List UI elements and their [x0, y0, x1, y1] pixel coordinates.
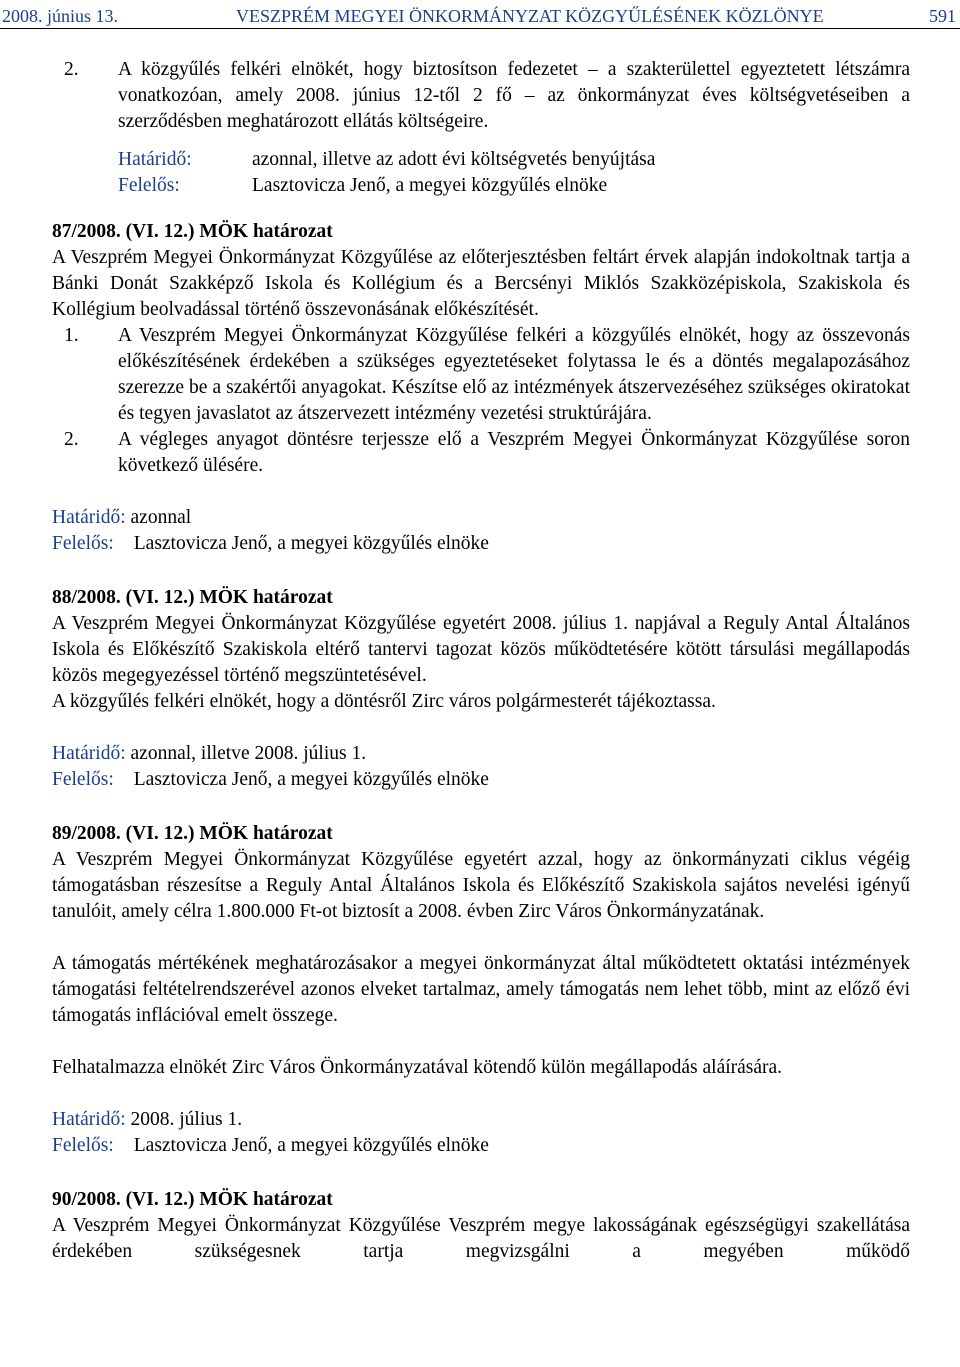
resolution-87-responsible-row [52, 531, 910, 557]
resolution-89-body3: Felhatalmazza elnökét Zirc Város Önkormányzatával kötendő külön megállapodás aláírására. [52, 1057, 783, 1078]
deadline-value: azonnal [130, 507, 192, 528]
resolution-90-title: 90/2008. (VI. 12.) MÖK határozat [52, 1189, 333, 1210]
item-number: 2. [64, 429, 79, 450]
intro-item-number: 2. [64, 59, 79, 80]
deadline-label: Határidő: [52, 1109, 126, 1130]
resolution-88-deadline-row [52, 741, 910, 767]
intro-responsible-value: Lasztovicza Jenő, a megyei közgyűlés elnöke [252, 175, 608, 196]
resolution-87-body: A Veszprém Megyei Önkormányzat Közgyűlése az előterjesztésben feltárt érvek alapján indokoltnak tartja a Bánki Donát Szakképző Iskola és Kollégium és a Bercsényi Miklós Szakközépiskola, Szakiskola és Kollégium beolvadással történő összevonásának előkészítését. [52, 247, 910, 320]
responsible-value: Lasztovicza Jenő, a megyei közgyűlés elnöke [133, 1135, 489, 1156]
intro-item [52, 57, 910, 135]
header-title: VESZPRÉM MEGYEI ÖNKORMÁNYZAT KÖZGYŰLÉSÉNEK KÖZLÖNYE [236, 6, 824, 26]
resolution-88-body2: A közgyűlés felkéri elnökét, hogy a döntésről Zirc város polgármesterét tájékoztassa. [52, 691, 716, 712]
resolution-87-title: 87/2008. (VI. 12.) MÖK határozat [52, 221, 333, 242]
header-date: 2008. június 13. [2, 6, 119, 26]
page-header [0, 3, 960, 29]
resolution-87-deadline-row [52, 505, 910, 531]
page-number: 591 [929, 6, 956, 26]
resolution-89-responsible-row [52, 1133, 910, 1159]
resolution-89-deadline-row [52, 1107, 910, 1133]
item-number: 1. [64, 325, 79, 346]
deadline-value: 2008. július 1. [130, 1109, 243, 1130]
item-text: A végleges anyagot döntésre terjessze elő a Veszprém Megyei Önkormányzat Közgyűlése soron következő ülésére. [118, 429, 910, 476]
deadline-value: azonnal, illetve 2008. július 1. [130, 743, 367, 764]
responsible-label: Felelős: [118, 175, 180, 196]
deadline-label: Határidő: [118, 149, 192, 170]
resolution-88-title: 88/2008. (VI. 12.) MÖK határozat [52, 587, 333, 608]
resolution-89-body: A Veszprém Megyei Önkormányzat Közgyűlése egyetért azzal, hogy az önkormányzati ciklus végéig támogatásban részesítse a Reguly Antal Általános Iskola és Előkészítő Szakiskola sajátos nevelési igényű tanulóit, amely célra 1.800.000 Ft-ot biztosít a 2008. évben Zirc Város Önkormányzatának. [52, 849, 910, 922]
responsible-label: Felelős: [52, 769, 114, 790]
intro-deadline-value: azonnal, illetve az adott évi költségvetés benyújtása [252, 149, 656, 170]
responsible-value: Lasztovicza Jenő, a megyei közgyűlés elnöke [133, 533, 489, 554]
responsible-value: Lasztovicza Jenő, a megyei közgyűlés elnöke [133, 769, 489, 790]
header-divider [0, 28, 960, 29]
resolution-87-item-2 [52, 427, 910, 479]
item-text: A Veszprém Megyei Önkormányzat Közgyűlése felkéri a közgyűlés elnökét, hogy az összevonás előkészítésének érdekében a szükséges egyeztetéseket folytassa le és a döntés megalapozásához szerezze be a szakértői anyagokat. Készítse elő az intézmények átszervezéséhez szükséges okiratokat és tegyen javaslatot az átszervezett intézmény vezetési struktúrájára. [118, 325, 910, 424]
responsible-label: Felelős: [52, 533, 114, 554]
resolution-88-body: A Veszprém Megyei Önkormányzat Közgyűlése egyetért 2008. július 1. napjával a Reguly Antal Általános Iskola és Előkészítő Szakiskola eltérő tantervi tagozat közös működtetésére kötött társulási megállapodás közös megegyezéssel történő megszüntetésével. [52, 613, 910, 686]
intro-responsible-row [52, 173, 910, 199]
document-body [52, 57, 910, 1265]
resolution-89-title: 89/2008. (VI. 12.) MÖK határozat [52, 823, 333, 844]
intro-deadline-row [52, 147, 910, 173]
intro-item-text: A közgyűlés felkéri elnökét, hogy biztosítson fedezetet – a szakterülettel egyeztetett létszámra vonatkozóan, amely 2008. június 12-től 2 fő – az önkormányzat éves költségvetéseiben a szerződésben meghatározott ellátás költségeire. [118, 59, 910, 132]
resolution-88-responsible-row [52, 767, 910, 793]
deadline-label: Határidő: [52, 743, 126, 764]
resolution-89-body2: A támogatás mértékének meghatározásakor a megyei önkormányzat által működtetett oktatási intézmények támogatási feltételrendszerével azonos elveket tartalmaz, amely támogatás nem lehet több, mint az előző évi támogatás inflációval emelt összege. [52, 953, 910, 1026]
resolution-90-body: A Veszprém Megyei Önkormányzat Közgyűlése Veszprém megye lakosságának egészségügyi szakellátása érdekében szükségesnek tartja megvizsgálni a megyében működő [52, 1215, 910, 1262]
resolution-87-item-1 [52, 323, 910, 427]
deadline-label: Határidő: [52, 507, 126, 528]
responsible-label: Felelős: [52, 1135, 114, 1156]
